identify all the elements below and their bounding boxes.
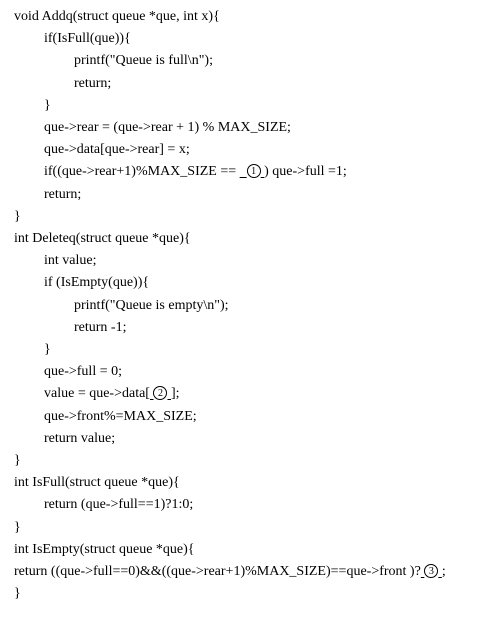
code-text: ;	[441, 564, 446, 579]
code-line	[74, 50, 213, 72]
code-line	[44, 28, 131, 50]
code-line	[44, 272, 149, 294]
code-text: return ((que->full==0)&&((que->rear+1)%MAX_SIZE)==que->front )?	[14, 564, 421, 579]
code-text: ) que->full =1;	[264, 164, 347, 180]
code-text: void Addq(struct queue *que, int x){	[14, 9, 220, 24]
code-line	[74, 73, 111, 95]
code-text: if((que->rear+1)%MAX_SIZE ==	[44, 164, 240, 180]
code-text: if(IsFull(que)){	[44, 31, 131, 47]
code-line	[14, 6, 220, 28]
circled-number: 3	[424, 564, 438, 578]
code-text: }	[14, 208, 21, 224]
code-line	[44, 161, 347, 183]
code-line	[44, 406, 197, 428]
code-text: ];	[170, 386, 180, 402]
code-text: return;	[44, 186, 82, 202]
code-line	[14, 228, 191, 250]
code-line	[44, 250, 97, 272]
code-line	[14, 450, 21, 472]
code-text: }	[44, 342, 51, 357]
code-text: int IsFull(struct queue *que){	[14, 475, 180, 491]
code-line	[44, 428, 115, 450]
answer-blank-1	[240, 164, 265, 179]
code-line	[14, 517, 21, 539]
code-text: int Deleteq(struct queue *que){	[14, 231, 191, 246]
code-line	[74, 317, 126, 339]
code-text: }	[14, 519, 21, 535]
code-line	[14, 583, 21, 605]
code-text: value = que->data[	[44, 386, 150, 402]
code-text: printf("Queue is empty\n");	[74, 297, 229, 313]
answer-blank-3	[421, 564, 442, 579]
answer-blank-2	[150, 386, 171, 401]
code-text: printf("Queue is full\n");	[74, 53, 213, 69]
code-text: }	[44, 97, 51, 113]
circled-number: 2	[153, 386, 167, 400]
code-text: que->data[que->rear] = x;	[44, 142, 190, 158]
code-line	[44, 184, 81, 206]
code-text: return value;	[44, 430, 116, 446]
code-line	[44, 494, 193, 516]
code-text: return;	[74, 75, 112, 91]
code-line	[14, 206, 21, 228]
code-text: int IsEmpty(struct queue *que){	[14, 541, 195, 557]
code-line	[44, 339, 51, 361]
code-line	[44, 95, 51, 117]
code-text: return -1;	[74, 319, 127, 335]
code-line	[44, 117, 291, 139]
code-text: que->front%=MAX_SIZE;	[44, 408, 197, 424]
code-text: }	[14, 453, 21, 468]
circled-number: 1	[247, 164, 261, 178]
code-text: if (IsEmpty(que)){	[44, 275, 150, 291]
code-text: que->rear = (que->rear + 1) % MAX_SIZE;	[44, 120, 291, 135]
code-text: }	[14, 586, 21, 602]
code-line	[14, 472, 180, 494]
code-line	[44, 361, 122, 383]
code-line	[14, 561, 446, 583]
code-text: que->full = 0;	[44, 364, 122, 380]
code-line	[44, 139, 190, 161]
code-text: int value;	[44, 253, 97, 269]
code-line	[44, 383, 180, 405]
code-line	[74, 295, 229, 317]
code-text: return (que->full==1)?1:0;	[44, 497, 194, 513]
code-line	[14, 539, 195, 561]
